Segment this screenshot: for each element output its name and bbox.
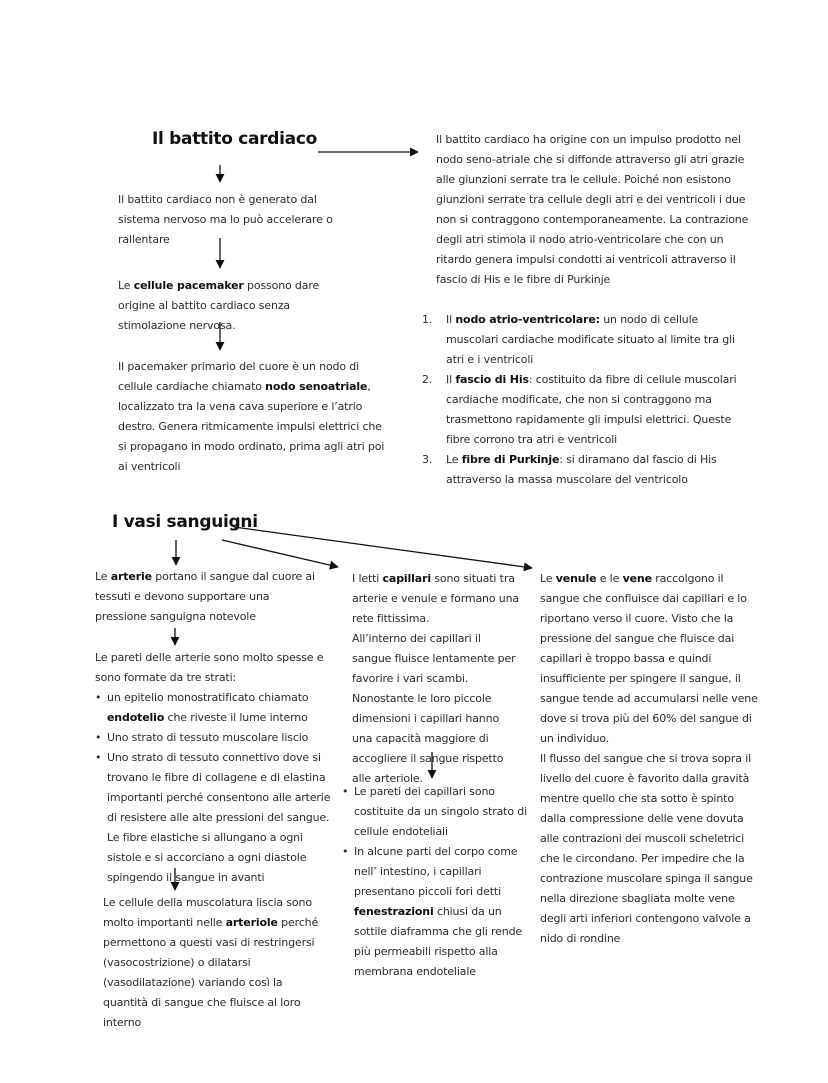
heart-box-3 [118, 357, 386, 477]
list-number: 1. [422, 313, 433, 326]
heart-title: Il battito cardiaco [152, 129, 317, 149]
list-item-text: Il nodo atrio-ventricolare: un nodo di cellule muscolari cardiache modificate situato al limite tra gli atri e i ventricoli [446, 313, 735, 366]
arrow-vessels-veins [234, 527, 532, 568]
list-item-text: Le pareti dei capillari sono costituite da un singolo strato di cellule endoteliali [354, 785, 527, 838]
capillaries-intro [352, 569, 522, 789]
arrow-vessels-capillaries [222, 540, 338, 567]
list-item-text: Uno strato di tessuto muscolare liscio [107, 731, 309, 744]
arteries-bullet-item [95, 728, 335, 748]
text-span: perché permettono a questi vasi di restringersi (vasocostrizione) o dilatarsi (vasodilatazione) variando così la quantità di sangue che fluisce al loro interno [103, 916, 319, 1029]
arteries-bullet-item [95, 748, 335, 888]
text-span: Le cellule della muscolatura liscia sono molto importanti nelle [103, 896, 312, 929]
arteries-walls-text: Le pareti delle arterie sono molto spesse e sono formate da tre strati: [95, 651, 324, 684]
capillaries-bullet-item [342, 782, 532, 842]
conduction-list-item [422, 370, 752, 450]
conduction-list-item [422, 310, 752, 370]
capillaries-flow-text: All’interno dei capillari il sangue fluisce lentamente per favorire i vari scambi. Nonostante le loro piccole dimensioni i capillari hanno una capacità maggiore di accogliere il sangue rispetto alle arteriole. [352, 632, 516, 785]
arteries-intro [95, 567, 315, 627]
term-arteriole: arteriole [225, 916, 278, 929]
list-item-text: Uno strato di tessuto connettivo dove si trovano le fibre di collagene e di elastina importanti perché consentono alle arterie di resistere alle alte pressioni del sangue. Le fibre elastiche si allungano a ogni sistole e si accorciano a ogni diastole spingendo il sangue in avanti [107, 751, 331, 884]
text-span: Le [95, 570, 111, 583]
bullet-glyph: • [342, 785, 349, 798]
bullet-glyph: • [95, 751, 102, 764]
capillaries-bullet-item [342, 842, 532, 982]
text-span: portano il sangue dal cuore ai tessuti e devono supportare una pressione sanguigna notevole [95, 570, 315, 623]
list-item-text: Le fibre di Purkinje: si diramano dal fascio di His attraverso la massa muscolare del ventricolo [446, 453, 717, 486]
term-nodo-senoatriale: nodo senoatriale [265, 380, 368, 393]
text-span: sono situati tra arterie e venule e formano una rete fittissima. [352, 572, 520, 625]
list-item-text: Il fascio di His: costituito da fibre di cellule muscolari cardiache modificate, che non si contraggono ma trasmettono rapidamente gli impulsi elettrici. Queste fibre corrono tra atri e ventricoli [446, 373, 737, 446]
term-vene: vene [622, 572, 652, 585]
term-capillari: capillari [382, 572, 431, 585]
term-cellule-pacemaker: cellule pacemaker [133, 279, 244, 292]
bullet-glyph: • [95, 691, 102, 704]
bullet-glyph: • [342, 845, 349, 858]
heart-right-text: Il battito cardiaco ha origine con un impulso prodotto nel nodo seno-atriale che si diffonde attraverso gli atri grazie alle giunzioni serrate tra le cellule. Poiché non esistono giunzioni serrate tra cellule degli atri e dei ventricoli i due non si contraggono contemporaneamente. La contrazione degli atri stimola il nodo atrio-ventricolare che con un ritardo genera impulsi condotti ai ventricoli attraverso il fascio di His e le fibre di Purkinje [436, 133, 749, 286]
heart-box-1 [118, 190, 338, 250]
arteries-bullet-item [95, 688, 335, 728]
capillaries-walls [342, 782, 532, 982]
arteries-walls [95, 648, 335, 888]
term-arterie: arterie [110, 570, 152, 583]
text-span: e le [596, 572, 623, 585]
conduction-list-item [422, 450, 752, 490]
text-span: possono dare origine al battito cardiaco senza stimolazione nervosa. [118, 279, 320, 332]
text-span: raccolgono il sangue che confluisce dai capillari e lo riportano verso il cuore. Visto che la pressione del sangue che fluisce dai capillari è troppo bassa e quindi insufficiente per spingere il sangue, il sangue tende ad accumularsi nelle vene dove si trova più del 60% del sangue di un individuo. [540, 572, 758, 745]
text-span: Le [540, 572, 556, 585]
bullet-glyph: • [95, 731, 102, 744]
veins-paragraph [540, 569, 762, 949]
veins-flow-text: Il flusso del sangue che si trova sopra il livello del cuore è favorito dalla gravità mentre quello che sta sotto è spinto dalla compressione delle vene dovuta alle contrazioni dei muscoli scheletrici che le circondano. Per impedire che la contrazione muscolare spinga il sangue nella direzione sbagliata molte vene degli arti inferiori contengono valvole a nido di rondine [540, 752, 753, 945]
list-item-text: un epitelio monostratificato chiamato endotelio che riveste il lume interno [107, 691, 309, 724]
vessels-title: I vasi sanguigni [112, 512, 258, 532]
list-number: 2. [422, 373, 433, 386]
arteries-smooth-muscle [103, 893, 328, 1033]
heart-box-2 [118, 276, 348, 336]
heart-conduction-list [422, 310, 752, 490]
text-span: , localizzato tra la vena cava superiore e l’atrio destro. Genera ritmicamente impulsi elettrici che si propagano in modo ordinato, prima agli atri poi ai ventricoli [118, 380, 385, 473]
text-span: Le [118, 279, 134, 292]
text-span: I letti [352, 572, 383, 585]
heart-right-paragraph [436, 130, 754, 290]
term-venule: venule [555, 572, 597, 585]
list-number: 3. [422, 453, 433, 466]
list-item-text: In alcune parti del corpo come nell’ intestino, i capillari presentano piccoli fori detti fenestrazioni chiusi da un sottile diaframma che gli rende più permeabili rispetto alla membrana endoteliale [354, 845, 523, 978]
text-span: Il pacemaker primario del cuore è un nodo di cellule cardiache chiamato [118, 360, 360, 393]
heart-box-1-text: Il battito cardiaco non è generato dal sistema nervoso ma lo può accelerare o rallentare [118, 193, 333, 246]
